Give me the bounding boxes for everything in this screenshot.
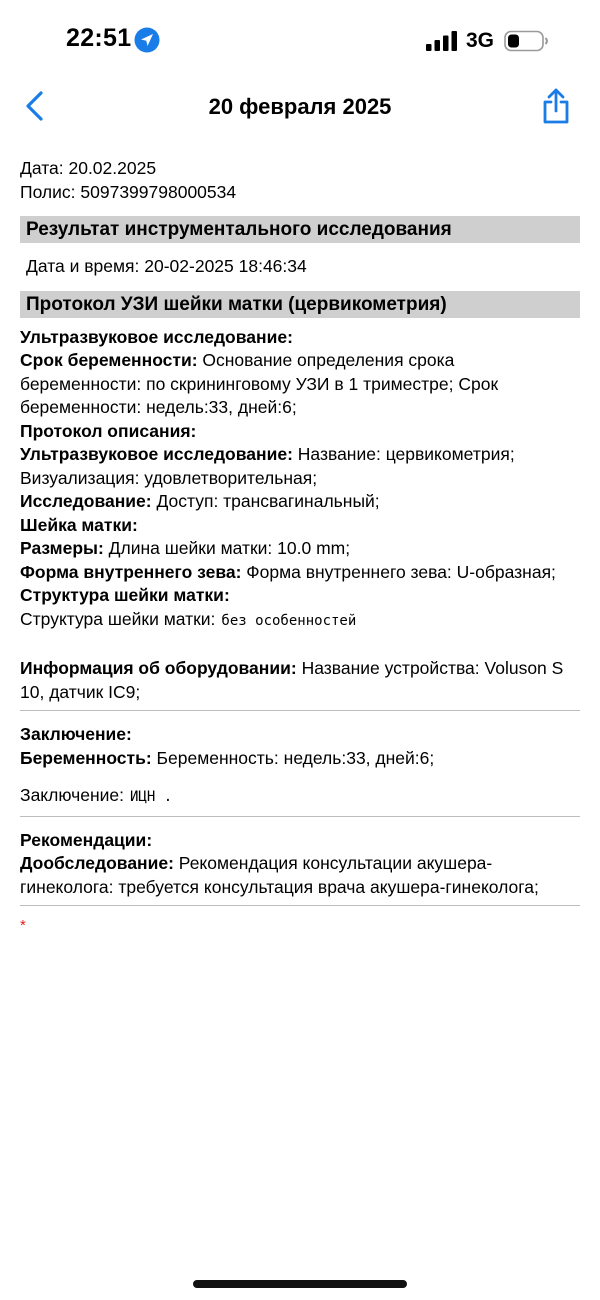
- page-title: 20 февраля 2025: [208, 94, 392, 119]
- structure-label: Структура шейки матки:: [20, 608, 216, 629]
- divider: [20, 905, 580, 906]
- conclusion-heading: [20, 723, 580, 747]
- size-paragraph: [20, 537, 580, 561]
- required-asterisk: *: [20, 917, 26, 934]
- conclusion-label: Заключение:: [20, 785, 124, 805]
- cervix-heading: [20, 514, 580, 538]
- status-bar: [0, 0, 600, 82]
- recommendations-heading: [20, 829, 580, 853]
- size-text: Длина шейки матки: 10.0 mm;: [103, 538, 351, 558]
- us2-text: Название: цервикометрия; Визуализация: удовлетворительная;: [20, 444, 515, 488]
- pregnancy-text: Беременность: недель:33, дней:6;: [151, 747, 435, 768]
- term-text: Основание определения срока беременности: по скрининговому УЗИ в 1 триместре; Срок беременности: недель:33, дней:6;: [20, 350, 499, 417]
- term-label: Срок беременности:: [20, 350, 198, 370]
- cervix-heading-text: Шейка матки:: [20, 514, 138, 535]
- divider: [20, 816, 580, 817]
- battery-icon: [504, 30, 550, 52]
- term-paragraph: [20, 349, 580, 420]
- equipment-paragraph: [20, 657, 580, 704]
- conclusion-value: ИЦН .: [130, 789, 173, 805]
- us-heading-text: Ультразвуковое исследование:: [20, 326, 293, 347]
- location-arrow-icon: [134, 27, 160, 53]
- extra-exam-paragraph: [20, 852, 580, 899]
- os-paragraph: [20, 561, 580, 585]
- structure-heading-text: Структура шейки матки:: [20, 585, 230, 605]
- size-label: Размеры:: [20, 538, 104, 558]
- extra-exam-label: Дообследование:: [20, 853, 174, 873]
- structure-paragraph: [20, 608, 580, 634]
- pregnancy-label: Беременность:: [20, 747, 152, 768]
- extra-exam-text: Рекомендация консультации акушера-гинеколога: требуется консультация врача акушера-гинеколога;: [20, 853, 539, 897]
- conclusion-heading-text: Заключение:: [20, 724, 132, 744]
- os-label: Форма внутреннего зева:: [20, 561, 242, 582]
- policy-line: Полис: 5097399798000534: [20, 181, 237, 202]
- us-heading: [20, 326, 580, 350]
- equipment-label: Информация об оборудовании:: [20, 658, 297, 678]
- divider: [20, 710, 580, 711]
- protocol-heading-text: Протокол описания:: [20, 420, 197, 441]
- share-button[interactable]: [540, 86, 572, 126]
- section-header-result: Результат инструментального исследования: [20, 216, 580, 243]
- status-time: 22:51: [66, 24, 132, 52]
- structure-value: без особенностей: [221, 612, 357, 629]
- nav-bar: [0, 82, 600, 132]
- equipment-text: Название устройства: Voluson S 10, датчик IC9;: [20, 658, 564, 702]
- signal-bars-icon: [426, 31, 458, 51]
- recommendations-heading-text: Рекомендации:: [20, 829, 153, 850]
- study-text: Доступ: трансвагинальный;: [151, 491, 380, 511]
- share-icon: [540, 86, 572, 126]
- study-paragraph: [20, 490, 580, 514]
- us2-label: Ультразвуковое исследование:: [20, 444, 293, 464]
- protocol-heading: [20, 420, 580, 444]
- structure-heading: [20, 584, 580, 608]
- document-content: [20, 157, 580, 938]
- date-line: Дата: 20.02.2025: [20, 158, 157, 178]
- pregnancy-paragraph: [20, 747, 580, 771]
- datetime-line: Дата и время: 20-02-2025 18:46:34: [26, 256, 307, 276]
- network-type: 3G: [466, 29, 495, 52]
- home-indicator[interactable]: [193, 1280, 407, 1288]
- os-text: Форма внутреннего зева: U-образная;: [241, 561, 556, 582]
- section-header-protocol: Протокол УЗИ шейки матки (цервикометрия): [20, 291, 580, 318]
- us2-paragraph: [20, 443, 580, 490]
- study-label: Исследование:: [20, 491, 152, 511]
- conclusion-paragraph: [20, 784, 580, 810]
